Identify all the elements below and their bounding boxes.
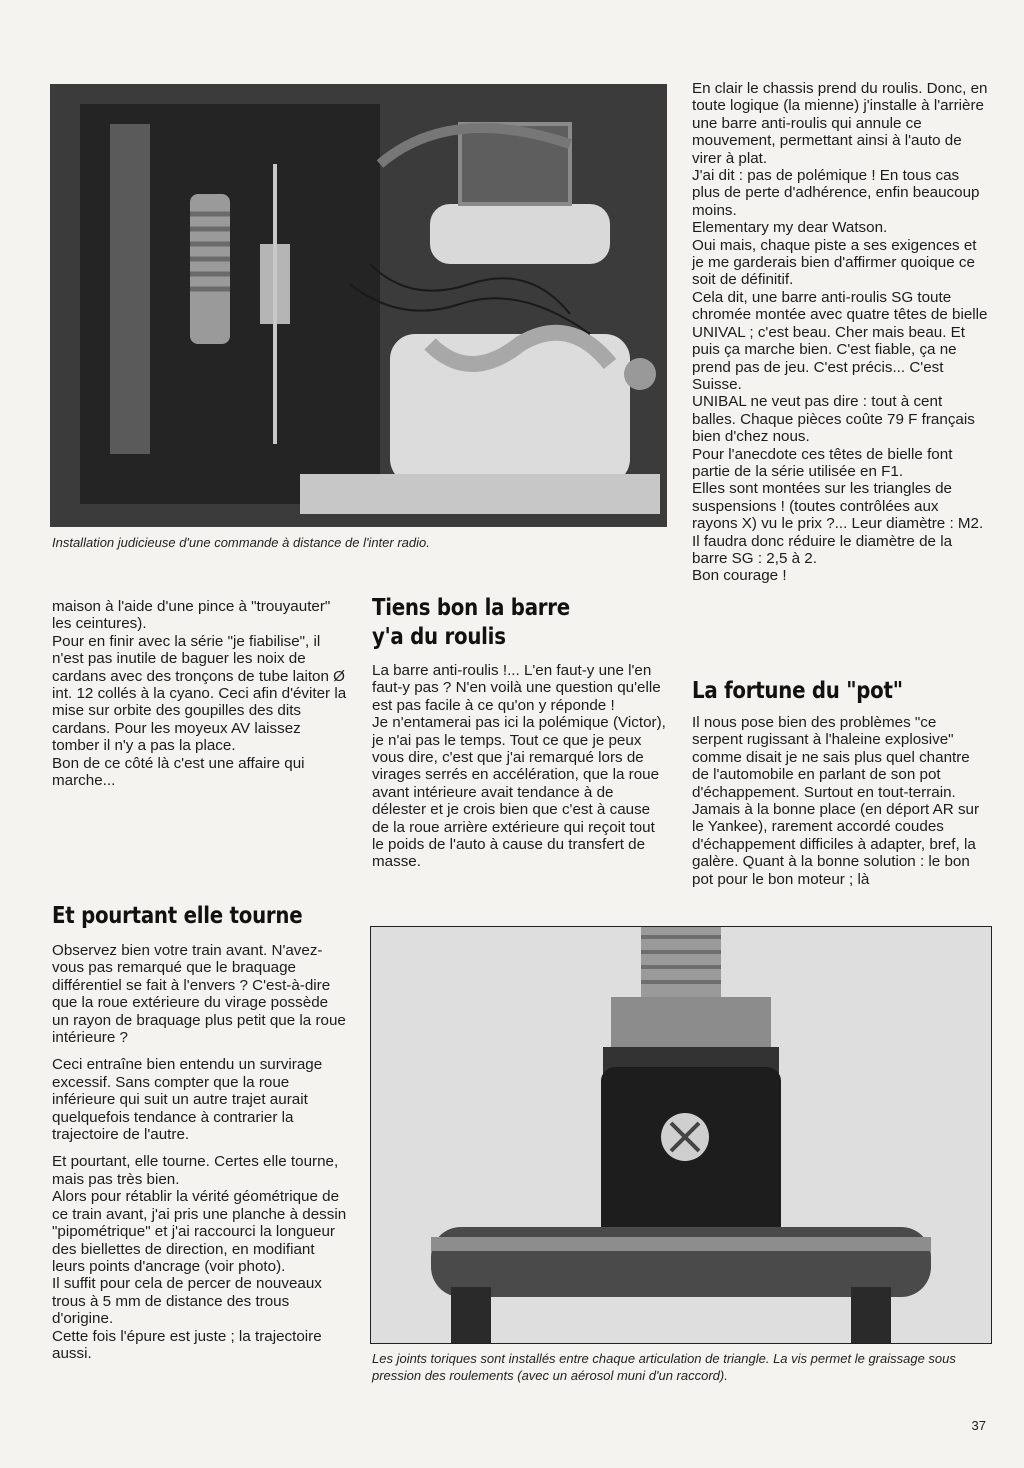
column-1-top-text [52, 598, 348, 789]
section-heading-tiens-bon: Tiens bon la barre y'a du roulis [372, 595, 570, 650]
page-number: 37 [971, 1418, 986, 1433]
wishbone-joint-illustration [371, 927, 991, 1343]
paragraph: Ceci entraîne bien entendu un survirage excessif. Sans compter que la roue inférieure qui suit un autre trajet aurait quelquefois tendance à contrarier la trajectoire de l'autre. [52, 1056, 323, 1144]
paragraph: Oui mais, chaque piste a ses exigences et je me garderais bien d'affirmer quoique ce soit de définitif. [692, 236, 977, 289]
paragraph: Observez bien votre train avant. N'avez-vous pas remarqué que le braquage différentiel se fait à l'envers ? C'est-à-dire que la roue extérieure du virage possède un rayon de braquage plus petit que la roue intérieure ? [52, 942, 346, 1047]
paragraph: Il suffit pour cela de percer de nouveaux trous à 5 mm de distance des trous d'origine. [52, 1275, 322, 1328]
column-2-text [372, 662, 670, 871]
paragraph: Et pourtant, elle tourne. Certes elle tourne, mais pas très bien. [52, 1153, 339, 1188]
column-1-bottom-text [52, 942, 348, 1362]
paragraph: Elles sont montées sur les triangles de suspensions ! (toutes contrôlées aux rayons X) vu le prix ?... Leur diamètre : M2. Il faudra donc réduire le diamètre de la barre SG : 2,5 à 2. [692, 480, 984, 567]
paragraph: Cette fois l'épure est juste ; la trajectoire aussi. [52, 1327, 322, 1362]
paragraph: En clair le chassis prend du roulis. Donc, en toute logique (la mienne) j'installe à l'arrière une barre anti-roulis qui annule ce mouvement, permettant ainsi à l'auto de virer à plat. [692, 80, 988, 167]
paragraph: Pour en finir avec la série "je fiabilise", il n'est pas inutile de baguer les noix de cardans avec des tronçons de tube laiton Ø int. 12 collés à la cyano. Ceci afin d'éviter la mise sur orbite des goupilles des dits cardans. Pour les moyeux AV laissez tomber il n'y a pas la place. [52, 632, 347, 755]
paragraph: Bon courage ! [692, 567, 787, 585]
chassis-radio-photo [50, 84, 667, 527]
paragraph: maison à l'aide d'une pince à "trouyauter" les ceintures). [52, 598, 331, 633]
paragraph: Alors pour rétablir la vérité géométrique de ce train avant, j'ai pris une planche à dessin "pipométrique" et j'ai raccourci la longueur des biellettes de direction, en modifiant leurs points d'ancrage (voir photo). [52, 1188, 347, 1275]
paragraph: Je n'entamerai pas ici la polémique (Victor), je n'ai pas le temps. Tout ce que je peux vous dire, c'est que j'ai remarqué lors de virages serrés en accélération, que la roue avant intérieure avait tendance à de délester et je crois bien que c'est à cause de la roue arrière extérieure qui reçoit tout le poids de l'auto à cause du transfert de masse. [372, 714, 666, 871]
paragraph: Elementary my dear Watson. [692, 219, 888, 237]
joint-closeup-photo [370, 926, 992, 1344]
figure-caption-2: Les joints toriques sont installés entre chaque articulation de triangle. La vis permet le graissage sous pression des roulements (avec un aérosol muni d'un raccord). [372, 1351, 956, 1383]
paragraph: Il nous pose bien des problèmes "ce serpent rugissant à l'haleine explosive" comme disait je ne sais plus quel chantre de l'automobile en parlant de son pot d'échappement. Surtout en tout-terrain. Jamais à la bonne place (en déport AR sur le Yankee), rarement accordé coudes d'échappement difficiles à adapter, bref, la galère. Quant à la bonne solution : le bon pot pour le bon moteur ; là [692, 714, 980, 888]
figure-caption-1: Installation judicieuse d'une commande à distance de l'inter radio. [52, 535, 430, 550]
paragraph: Pour l'anecdote ces têtes de bielle font partie de la série utilisée en F1. [692, 445, 953, 480]
paragraph: Cela dit, une barre anti-roulis SG toute chromée montée avec quatre têtes de bielle UNIVAL ; c'est beau. Cher mais beau. Et puis ça marche bien. C'est fiable, ça ne prend pas de jeu. C'est précis... C'est Suisse. [692, 288, 988, 393]
section-heading-et-pourtant: Et pourtant elle tourne [52, 903, 303, 929]
paragraph: J'ai dit : pas de polémique ! En tous cas plus de perte d'adhérence, enfin beaucoup moins. [692, 167, 980, 219]
paragraph: Bon de ce côté là c'est une affaire qui marche... [52, 754, 305, 790]
column-3-top-text [692, 80, 988, 585]
chassis-radio-illustration [50, 84, 667, 527]
paragraph: UNIBAL ne veut pas dire : tout à cent balles. Chaque pièces coûte 79 F français bien d'chez nous. [692, 393, 975, 446]
section-heading-la-fortune: La fortune du "pot" [692, 678, 903, 704]
paragraph: La barre anti-roulis !... L'en faut-y une l'en faut-y pas ? N'en voilà une question qu'elle est pas facile à ce qu'on y réponde ! [372, 662, 661, 714]
column-3-bottom-text [692, 714, 988, 888]
